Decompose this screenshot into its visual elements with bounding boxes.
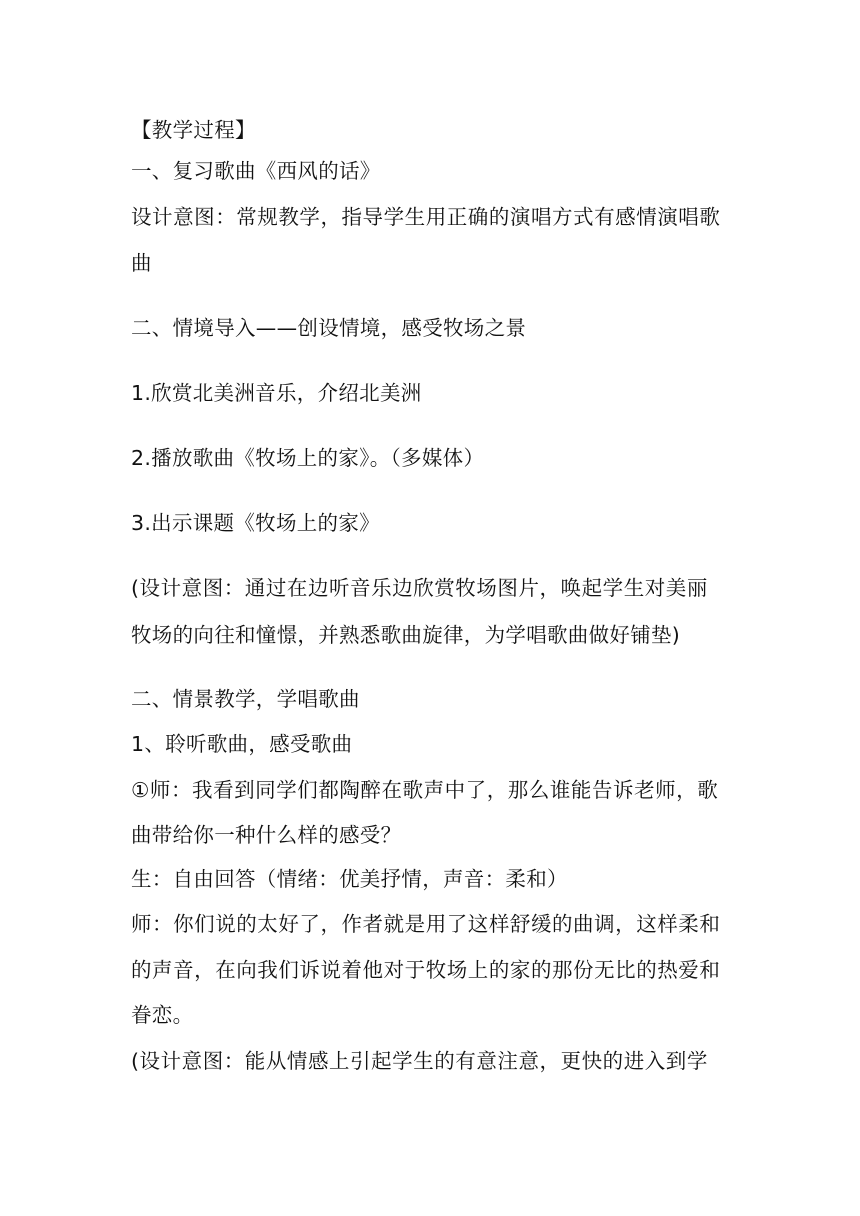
section2-design-line1: (设计意图：通过在边听音乐边欣赏牧场图片，唤起学生对美丽 <box>131 576 708 600</box>
teacher-response-line3: 眷恋。 <box>131 1003 194 1027</box>
section2-item3: 3.出示课题《牧场上的家》 <box>131 511 380 535</box>
teacher-response-line2: 的声音，在向我们诉说着他对于牧场上的家的那份无比的热爱和 <box>131 958 721 982</box>
section3-design-line1: (设计意图：能从情感上引起学生的有意注意，更快的进入到学 <box>131 1049 708 1073</box>
section-heading: 【教学过程】 <box>131 118 256 142</box>
teacher-response-line1: 师：你们说的太好了，作者就是用了这样舒缓的曲调，这样柔和 <box>131 912 721 936</box>
section1-title: 一、复习歌曲《西风的话》 <box>131 159 381 183</box>
section1-design-line1: 设计意图：常规教学，指导学生用正确的演唱方式有感情演唱歌 <box>131 205 721 229</box>
section2-item1: 1.欣赏北美洲音乐，介绍北美洲 <box>131 381 422 405</box>
teacher-question-line2: 曲带给你一种什么样的感受？ <box>131 823 402 847</box>
section3-title: 二、情景教学，学唱歌曲 <box>131 687 360 711</box>
section3-sub1: 1、聆听歌曲，感受歌曲 <box>131 732 353 756</box>
student-answer: 生：自由回答（情绪：优美抒情，声音：柔和） <box>131 867 568 891</box>
section1-design-line2: 曲 <box>131 251 152 275</box>
teacher-question-line1: ①师：我看到同学们都陶醉在歌声中了，那么谁能告诉老师，歌 <box>131 778 719 802</box>
section2-design-line2: 牧场的向往和憧憬，并熟悉歌曲旋律，为学唱歌曲做好铺垫) <box>131 623 681 647</box>
section2-title: 二、情境导入——创设情境，感受牧场之景 <box>131 316 527 340</box>
section2-item2: 2.播放歌曲《牧场上的家》。（多媒体） <box>131 446 485 470</box>
